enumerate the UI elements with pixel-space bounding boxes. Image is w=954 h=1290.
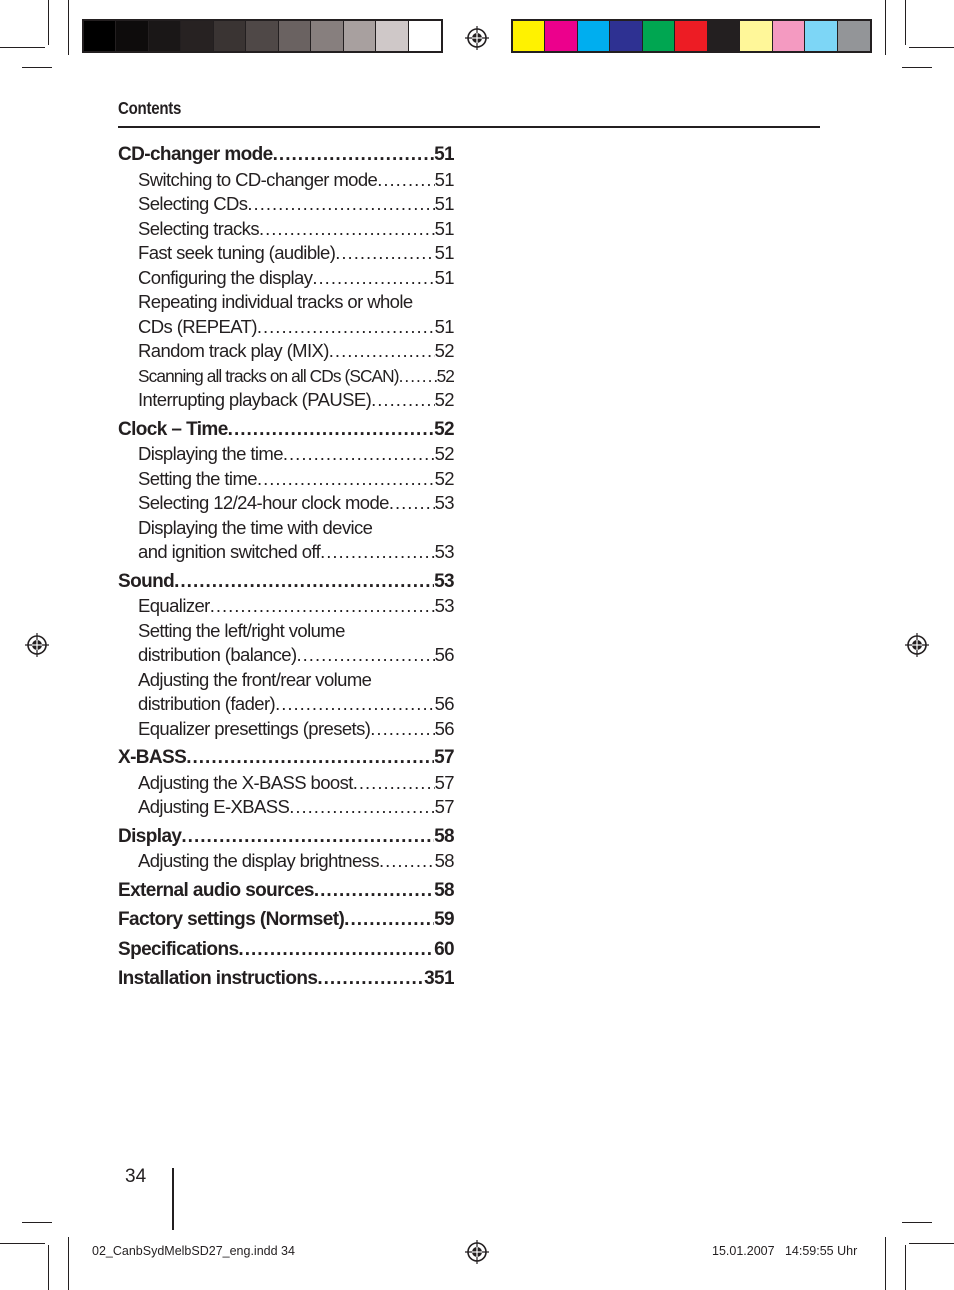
crop-mark [885, 0, 886, 55]
toc-section [118, 908, 454, 933]
dot-leader [297, 643, 435, 668]
toc-page-number: 57 [435, 771, 454, 796]
toc-page-number: 52 [437, 364, 454, 389]
toc-section [118, 570, 454, 595]
color-swatch [740, 21, 772, 51]
toc-entry-title: Equalizer [138, 594, 210, 619]
toc-page-number: 53 [435, 594, 454, 619]
gray-calibration-bar [82, 19, 443, 53]
toc-entry-title: Selecting CDs [138, 192, 247, 217]
toc-entry [118, 339, 454, 364]
toc-section [118, 825, 454, 850]
dot-leader [228, 418, 434, 443]
toc-entry-title: Fast seek tuning (audible) [138, 241, 335, 266]
toc-section [118, 967, 454, 992]
dot-leader [289, 795, 434, 820]
toc-entry-title: Specifications [118, 938, 238, 963]
toc-entry-title: Selecting tracks [138, 217, 259, 242]
toc-page-number: 56 [435, 643, 454, 668]
dot-leader [370, 717, 434, 742]
page-number: 34 [125, 1166, 147, 1187]
dot-leader [353, 771, 435, 796]
toc-page-number: 60 [434, 938, 454, 963]
toc-entry-title: Adjusting E-XBASS [138, 795, 289, 820]
toc-entry [118, 442, 454, 467]
toc-entry-title: CDs (REPEAT) [138, 315, 257, 340]
toc-page-number: 51 [435, 192, 454, 217]
dot-leader [389, 491, 435, 516]
toc-entry [118, 266, 454, 291]
color-swatch [116, 21, 148, 51]
toc-page-number: 56 [435, 717, 454, 742]
dot-leader [174, 570, 434, 595]
color-swatch [376, 21, 408, 51]
toc-entry [118, 643, 454, 668]
toc-page-number: 57 [435, 795, 454, 820]
toc-page-number: 351 [424, 967, 454, 992]
registration-target-icon [25, 633, 49, 657]
toc-entry-title: Adjusting the X-BASS boost [138, 771, 353, 796]
toc-page-number: 51 [435, 266, 454, 291]
toc-entry-title: Selecting 12/24-hour clock mode [138, 491, 389, 516]
toc-page-number: 53 [435, 540, 454, 565]
registration-target-icon [905, 633, 929, 657]
crop-mark [48, 0, 49, 45]
toc-page-number: 51 [435, 217, 454, 242]
toc-entry-title: Random track play (MIX) [138, 339, 329, 364]
toc-entry [118, 491, 454, 516]
color-swatch [578, 21, 610, 51]
registration-target-icon [465, 1240, 489, 1264]
dot-leader [181, 825, 434, 850]
toc-entry-title: distribution (fader) [138, 692, 275, 717]
toc-page-number: 51 [435, 241, 454, 266]
crop-mark [48, 1245, 49, 1290]
dot-leader [238, 938, 434, 963]
crop-mark [902, 67, 932, 68]
toc-entry-continued: Adjusting the front/rear volume [138, 668, 372, 690]
crop-mark [909, 47, 954, 48]
toc-entry [118, 717, 454, 742]
toc-page-number: 52 [435, 388, 454, 413]
toc-entry-title: Equalizer presettings (presets) [138, 717, 370, 742]
dot-leader [344, 908, 434, 933]
dot-leader [275, 692, 435, 717]
toc-page-number: 58 [434, 825, 454, 850]
crop-mark [0, 47, 45, 48]
toc-entry [118, 692, 454, 717]
toc-page-number: 57 [434, 746, 454, 771]
toc-entry-title: Switching to CD-changer mode [138, 168, 377, 193]
dot-leader [371, 388, 434, 413]
toc-page-number: 53 [434, 570, 454, 595]
toc-entry [118, 540, 454, 565]
toc-page-number: 53 [435, 491, 454, 516]
page-title: Contents [118, 98, 182, 118]
toc-entry-title: X-BASS [118, 746, 186, 771]
registration-target-icon [465, 26, 489, 50]
toc-entry [118, 771, 454, 796]
toc-entry-title: External audio sources [118, 879, 314, 904]
toc-entry [118, 192, 454, 217]
crop-mark [68, 0, 69, 55]
dot-leader [312, 266, 434, 291]
dot-leader [283, 442, 435, 467]
dot-leader [317, 967, 424, 992]
toc-entry [118, 315, 454, 340]
color-swatch [84, 21, 116, 51]
color-swatch [838, 21, 870, 51]
color-swatch [409, 21, 441, 51]
toc-entry-title: Configuring the display [138, 266, 312, 291]
color-swatch [643, 21, 675, 51]
toc-page-number: 59 [434, 908, 454, 933]
dot-leader [247, 192, 434, 217]
dot-leader [273, 143, 434, 168]
toc-entry-title: Installation instructions [118, 967, 317, 992]
header-divider [118, 126, 820, 128]
toc-entry-title: Adjusting the display brightness [138, 849, 379, 874]
dot-leader [186, 746, 434, 771]
crop-mark [909, 1243, 954, 1244]
color-swatch [311, 21, 343, 51]
toc-page-number: 51 [435, 315, 454, 340]
color-swatch [181, 21, 213, 51]
toc-page-number: 51 [435, 168, 454, 193]
toc-entry-title: Scanning all tracks on all CDs (SCAN) [138, 364, 399, 389]
toc-section [118, 418, 454, 443]
toc-entry-title: Display [118, 825, 181, 850]
toc-page-number: 52 [435, 467, 454, 492]
color-swatch [610, 21, 642, 51]
toc-entry [118, 795, 454, 820]
toc-entry-title: Factory settings (Normset) [118, 908, 344, 933]
color-swatch [773, 21, 805, 51]
toc-section [118, 143, 454, 168]
color-swatch [214, 21, 246, 51]
toc-section [118, 879, 454, 904]
toc-entry [118, 467, 454, 492]
crop-mark [68, 1237, 69, 1290]
toc-entry-continued: Repeating individual tracks or whole [138, 291, 413, 312]
dot-leader [399, 364, 437, 389]
dot-leader [320, 540, 434, 565]
toc-entry-title: Displaying the time [138, 442, 283, 467]
color-swatch [246, 21, 278, 51]
color-swatch [344, 21, 376, 51]
toc-entry-title: Setting the time [138, 467, 257, 492]
dot-leader [257, 467, 435, 492]
crop-mark [905, 1245, 906, 1290]
crop-mark [905, 0, 906, 45]
dot-leader [329, 339, 435, 364]
dot-leader [377, 168, 434, 193]
toc-entry-title: Interrupting playback (PAUSE) [138, 388, 371, 413]
toc-page-number: 58 [434, 879, 454, 904]
crop-mark [885, 1237, 886, 1290]
toc-entry [118, 388, 454, 413]
toc-page-number: 52 [435, 442, 454, 467]
toc-entry-title: Clock – Time [118, 418, 228, 443]
toc-page-number: 51 [434, 143, 454, 168]
toc-page-number: 52 [434, 418, 454, 443]
print-slug-file: 02_CanbSydMelbSD27_eng.indd 34 [92, 1244, 295, 1258]
toc-entry-title: CD-changer mode [118, 143, 273, 168]
footer-divider [172, 1168, 174, 1230]
color-swatch [708, 21, 740, 51]
dot-leader [259, 217, 435, 242]
toc-page-number: 56 [435, 692, 454, 717]
color-swatch [805, 21, 837, 51]
table-of-contents [118, 143, 454, 992]
color-swatch [675, 21, 707, 51]
toc-entry [118, 364, 454, 389]
dot-leader [379, 849, 435, 874]
crop-mark [0, 1243, 45, 1244]
toc-entry-title: Sound [118, 570, 174, 595]
toc-entry [118, 849, 454, 874]
crop-mark [22, 1222, 52, 1223]
toc-entry [118, 168, 454, 193]
color-swatch [513, 21, 545, 51]
toc-page-number: 52 [435, 339, 454, 364]
toc-page-number: 58 [435, 849, 454, 874]
color-swatch [545, 21, 577, 51]
toc-entry-title: distribution (balance) [138, 643, 297, 668]
toc-entry [118, 217, 454, 242]
toc-section [118, 746, 454, 771]
toc-section [118, 938, 454, 963]
color-calibration-bar [511, 19, 872, 53]
dot-leader [335, 241, 434, 266]
toc-entry-continued: Displaying the time with device [138, 516, 373, 538]
toc-entry [118, 241, 454, 266]
crop-mark [22, 67, 52, 68]
toc-entry-continued: Setting the left/right volume [138, 619, 345, 641]
color-swatch [279, 21, 311, 51]
crop-mark [902, 1222, 932, 1223]
dot-leader [210, 594, 435, 619]
dot-leader [314, 879, 434, 904]
dot-leader [257, 315, 435, 340]
toc-entry-title: and ignition switched off [138, 540, 320, 565]
toc-entry [118, 594, 454, 619]
print-slug-date: 15.01.2007 14:59:55 Uhr [712, 1244, 858, 1258]
color-swatch [149, 21, 181, 51]
